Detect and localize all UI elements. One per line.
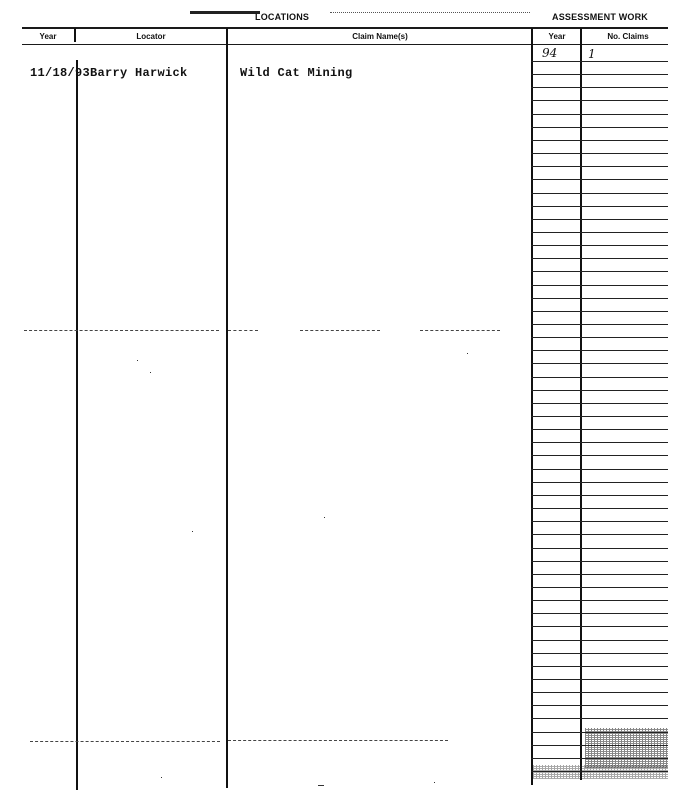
assessment-grid-rule xyxy=(531,324,668,325)
assessment-grid-rule xyxy=(531,653,668,654)
assessment-grid-rule xyxy=(531,495,668,496)
assessment-grid-rule xyxy=(531,442,668,443)
locations-title: LOCATIONS xyxy=(255,12,310,22)
assessment-grid-rule xyxy=(531,377,668,378)
scan-speck xyxy=(161,777,162,778)
scan-dash-line xyxy=(24,330,219,332)
assessment-grid-rule xyxy=(531,179,668,180)
assessment-grid-rule xyxy=(531,74,668,75)
scan-noise-bottom-strip xyxy=(533,765,668,779)
scan-speck xyxy=(434,782,435,783)
assessment-grid-rule xyxy=(531,337,668,338)
scan-dash-line xyxy=(228,740,448,742)
scan-speck xyxy=(324,517,325,518)
column-header-locator: Locator xyxy=(136,32,166,41)
assessment-grid-rule xyxy=(531,455,668,456)
assessment-grid-rule xyxy=(531,626,668,627)
assessment-grid-rule xyxy=(531,350,668,351)
assessment-grid-rule xyxy=(531,114,668,115)
assessment-grid-rule xyxy=(531,232,668,233)
assessment-grid-rule xyxy=(531,61,668,62)
assessment-grid-rule xyxy=(531,521,668,522)
assessment-grid-rule xyxy=(531,271,668,272)
assessment-grid-rule xyxy=(531,219,668,220)
scan-noise-bottom-right xyxy=(585,728,668,768)
location-claim-name: Wild Cat Mining xyxy=(240,66,353,80)
header-scan-noise xyxy=(190,11,260,14)
column-header-no-claims: No. Claims xyxy=(607,32,649,41)
assessment-grid-rule xyxy=(531,679,668,680)
location-year: 11/18/93 xyxy=(30,66,91,80)
assessment-grid-rule xyxy=(531,600,668,601)
assessment-grid-rule xyxy=(531,666,668,667)
assessment-grid-rule xyxy=(531,403,668,404)
assessment-year-entry: 94 xyxy=(542,46,558,60)
assessment-grid-rule xyxy=(531,469,668,470)
divider-locator-claim xyxy=(226,28,228,788)
scan-dash-line xyxy=(420,330,500,332)
assessment-grid-rule xyxy=(531,245,668,246)
assessment-work-title: ASSESSMENT WORK xyxy=(552,12,649,22)
assessment-grid-rule xyxy=(531,482,668,483)
location-locator: Barry Harwick xyxy=(90,66,188,80)
assessment-grid-rule xyxy=(531,127,668,128)
assessment-grid-rule xyxy=(531,193,668,194)
divider-year-locator-body xyxy=(76,60,78,790)
assessment-grid-rule xyxy=(531,87,668,88)
scan-speck xyxy=(318,785,324,786)
divider-year-locator xyxy=(74,28,76,42)
assessment-grid-rule xyxy=(531,285,668,286)
assessment-grid-rule xyxy=(531,258,668,259)
column-header-assessment-year: Year xyxy=(548,32,566,41)
assessment-grid-rule xyxy=(531,561,668,562)
assessment-grid-rule xyxy=(531,153,668,154)
scan-dash-line xyxy=(300,330,380,332)
assessment-grid-rule xyxy=(531,718,668,719)
assessment-grid-rule xyxy=(531,363,668,364)
assessment-grid-rule xyxy=(531,140,668,141)
assessment-grid-rule xyxy=(531,640,668,641)
column-header-claim-names: Claim Name(s) xyxy=(352,32,408,41)
assessment-grid-rule xyxy=(531,166,668,167)
assessment-grid-rule xyxy=(531,416,668,417)
assessment-grid-rule xyxy=(531,705,668,706)
location-row xyxy=(30,66,530,82)
assessment-grid-rule xyxy=(531,390,668,391)
scan-speck xyxy=(150,372,151,373)
scan-dash-line xyxy=(228,330,258,332)
column-header-year: Year xyxy=(39,32,57,41)
assessment-grid-rule xyxy=(531,206,668,207)
assessment-grid-rule xyxy=(531,429,668,430)
assessment-grid-rule xyxy=(531,508,668,509)
header-top-rule xyxy=(22,27,668,29)
assessment-grid-rule xyxy=(531,613,668,614)
assessment-grid-rule xyxy=(531,548,668,549)
assessment-grid-rule xyxy=(531,534,668,535)
assessment-ruled-grid xyxy=(531,44,668,784)
assessment-grid-rule xyxy=(531,100,668,101)
scan-speck xyxy=(467,353,468,354)
scan-speck xyxy=(192,531,193,532)
scan-dash-line xyxy=(30,741,220,743)
assessment-grid-rule xyxy=(531,587,668,588)
assessment-grid-rule xyxy=(531,574,668,575)
assessment-grid-rule xyxy=(531,311,668,312)
scan-speck xyxy=(137,360,138,361)
assessment-grid-rule xyxy=(531,298,668,299)
assessment-no-claims-entry: 1 xyxy=(588,47,596,61)
header-scan-noise-right xyxy=(330,12,530,14)
assessment-grid-rule xyxy=(531,692,668,693)
